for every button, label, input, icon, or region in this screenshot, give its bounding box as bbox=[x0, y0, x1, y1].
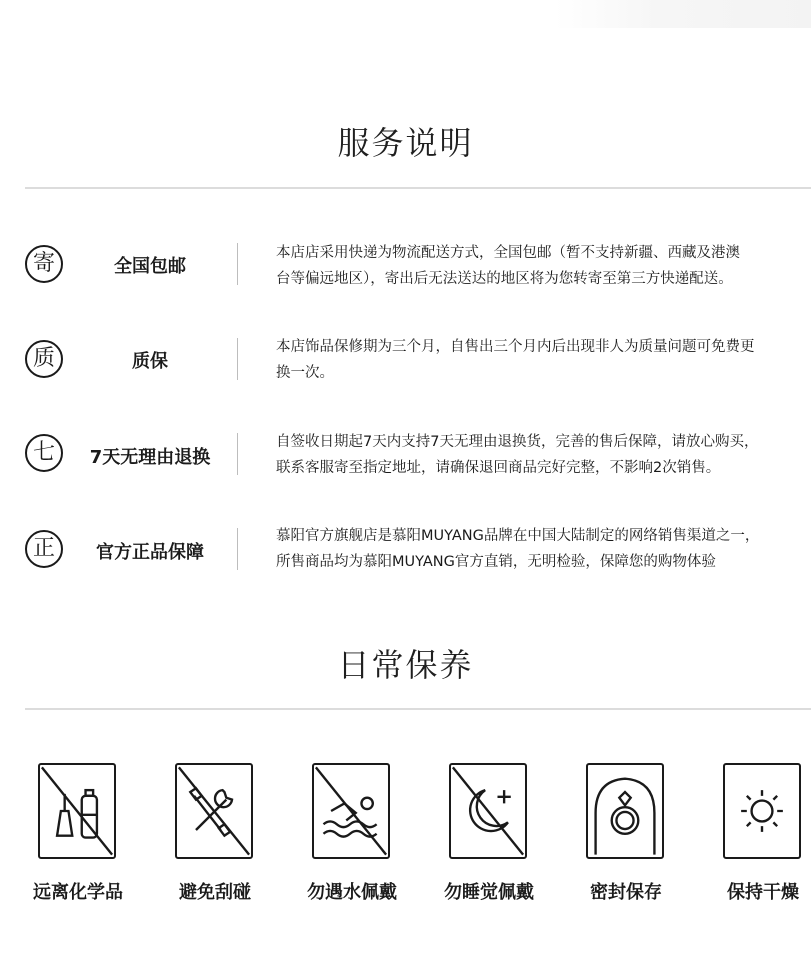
sealed-ring-icon bbox=[586, 763, 664, 859]
seven-badge-icon: 七 bbox=[25, 434, 63, 472]
mail-badge-icon: 寄 bbox=[25, 245, 63, 283]
vertical-divider bbox=[237, 433, 238, 475]
vertical-divider bbox=[237, 243, 238, 285]
care-item-label: 保持干燥 bbox=[727, 882, 799, 903]
care-item-label: 避免刮碰 bbox=[179, 882, 251, 903]
swimming-prohibited-icon bbox=[312, 763, 390, 859]
service-item-description: 本店店采用快递为物流配送方式，全国包邮（暂不支持新疆、西藏及港澳 台等偏远地区），寄出后无法送达的地区将为您转寄至第三方快递配送。 bbox=[276, 245, 740, 287]
service-item-free-shipping bbox=[0, 224, 811, 304]
chemicals-prohibited-icon bbox=[38, 763, 116, 859]
service-item-name: 7天无理由退换 bbox=[89, 447, 211, 468]
vertical-divider bbox=[237, 338, 238, 380]
service-item-name: 全国包邮 bbox=[114, 256, 186, 277]
care-divider bbox=[25, 708, 811, 710]
quality-badge-icon: 质 bbox=[25, 340, 63, 378]
service-item-warranty bbox=[0, 318, 811, 398]
service-section-title: 服务说明 bbox=[337, 124, 474, 162]
care-section-title: 日常保养 bbox=[337, 646, 474, 684]
top-edge-shadow bbox=[555, 0, 811, 28]
service-item-7day-return bbox=[0, 414, 811, 494]
sun-dry-icon bbox=[723, 763, 801, 859]
service-item-name: 官方正品保障 bbox=[96, 542, 204, 563]
service-divider bbox=[25, 187, 811, 189]
vertical-divider bbox=[237, 528, 238, 570]
tools-prohibited-icon bbox=[175, 763, 253, 859]
sleep-prohibited-icon bbox=[449, 763, 527, 859]
genuine-badge-icon: 正 bbox=[25, 530, 63, 568]
service-item-name: 质保 bbox=[132, 351, 168, 372]
care-item-label: 勿遇水佩戴 bbox=[307, 882, 397, 903]
care-item-label: 勿睡觉佩戴 bbox=[444, 882, 534, 903]
care-item-label: 远离化学品 bbox=[33, 882, 123, 903]
service-item-authentic bbox=[0, 508, 811, 588]
care-item-label: 密封保存 bbox=[590, 882, 662, 903]
service-item-description: 慕阳官方旗舰店是慕阳MUYANG品牌在中国大陆制定的网络销售渠道之一， 所售商品均为慕阳MUYANG官方直销，无明检验，保障您的购物体验 bbox=[276, 528, 760, 570]
service-item-description: 本店饰品保修期为三个月，自售出三个月内后出现非人为质量问题可免费更 换一次。 bbox=[276, 339, 755, 381]
service-item-description: 自签收日期起7天内支持7天无理由退换货，完善的售后保障，请放心购买， 联系客服寄至指定地址，请确保退回商品完好完整，不影响2次销售。 bbox=[276, 434, 759, 476]
